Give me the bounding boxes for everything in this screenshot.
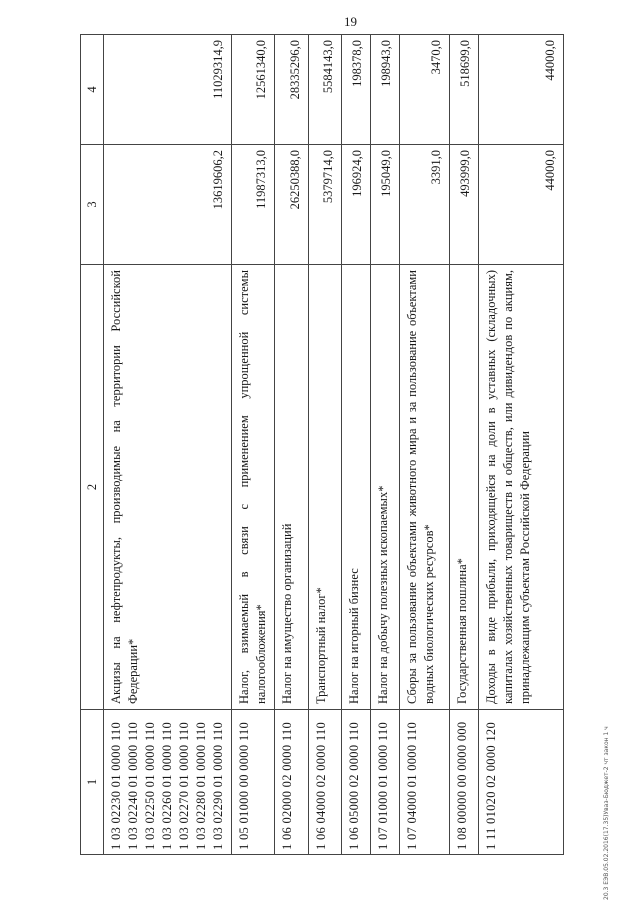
amount-col4-cell: 44000,0 bbox=[479, 35, 564, 145]
column-header: 3 bbox=[81, 145, 104, 265]
table-header-row bbox=[81, 35, 104, 855]
amount-col4-cell: 11029314,9 bbox=[104, 35, 232, 145]
table-row bbox=[232, 35, 275, 855]
amount-col3-cell: 195049,0 bbox=[371, 145, 400, 265]
budget-code-cell: 1 06 04000 02 0000 110 bbox=[309, 710, 342, 855]
table-row bbox=[479, 35, 564, 855]
budget-code-cell: 1 07 01000 01 0000 110 bbox=[371, 710, 400, 855]
amount-col3-cell: 493999,0 bbox=[450, 145, 479, 265]
budget-code-cell: 1 11 01020 02 0000 120 bbox=[479, 710, 564, 855]
revenue-name-cell: Налог на имущество организаций bbox=[275, 265, 309, 710]
amount-col4-cell: 518699,0 bbox=[450, 35, 479, 145]
amount-col3-cell: 44000,0 bbox=[479, 145, 564, 265]
amount-col4-cell: 28335296,0 bbox=[275, 35, 309, 145]
table-row bbox=[400, 35, 450, 855]
amount-col3-cell: 3391,0 bbox=[400, 145, 450, 265]
revenue-name-cell: Государственная пошлина* bbox=[450, 265, 479, 710]
column-header: 4 bbox=[81, 35, 104, 145]
table-row bbox=[450, 35, 479, 855]
amount-col4-cell: 198378,0 bbox=[342, 35, 371, 145]
revenue-name-cell: Сборы за пользование объектами животного мира и за пользование объектами водных биологических ресурсов* bbox=[400, 265, 450, 710]
revenue-name-cell: Налог на добычу полезных ископаемых* bbox=[371, 265, 400, 710]
budget-code-cell: 1 06 02000 02 0000 110 bbox=[275, 710, 309, 855]
amount-col3-cell: 13619606,2 bbox=[104, 145, 232, 265]
amount-col3-cell: 11987313,0 bbox=[232, 145, 275, 265]
print-footer-note: 20.3 ЕЭВ.05.02.2016(17.35)Уваз-Бюджет-2 чт закон 1 ч bbox=[603, 726, 610, 900]
column-header: 2 bbox=[81, 265, 104, 710]
amount-col3-cell: 26250388,0 bbox=[275, 145, 309, 265]
rotated-table-container bbox=[80, 35, 570, 855]
table-row bbox=[342, 35, 371, 855]
table-row bbox=[104, 35, 232, 855]
budget-revenue-table bbox=[80, 34, 564, 855]
table-row bbox=[309, 35, 342, 855]
revenue-name-cell: Акцизы на нефтепродукты, производимые на территории Российской Федерации* bbox=[104, 265, 232, 710]
amount-col4-cell: 12561340,0 bbox=[232, 35, 275, 145]
amount-col4-cell: 5584143,0 bbox=[309, 35, 342, 145]
budget-code-cell: 1 08 00000 00 0000 000 bbox=[450, 710, 479, 855]
column-header: 1 bbox=[81, 710, 104, 855]
table-row bbox=[275, 35, 309, 855]
page-number: 19 bbox=[344, 14, 357, 29]
amount-col3-cell: 196924,0 bbox=[342, 145, 371, 265]
table-row bbox=[371, 35, 400, 855]
amount-col3-cell: 5379714,0 bbox=[309, 145, 342, 265]
amount-col4-cell: 3470,0 bbox=[400, 35, 450, 145]
revenue-name-cell: Налог, взимаемый в связи с применением упрощенной системы налогообложения* bbox=[232, 265, 275, 710]
budget-code-cell: 1 03 02230 01 0000 110 1 03 02240 01 0000 110 1 03 02250 01 0000 110 1 03 02260 01 0000 110 1 03 02270 01 0000 110 1 03 02280 01 0000 110 1 03 02290 01 0000 110 bbox=[104, 710, 232, 855]
amount-col4-cell: 198943,0 bbox=[371, 35, 400, 145]
budget-code-cell: 1 07 04000 01 0000 110 bbox=[400, 710, 450, 855]
revenue-name-cell: Налог на игорный бизнес bbox=[342, 265, 371, 710]
budget-code-cell: 1 05 01000 00 0000 110 bbox=[232, 710, 275, 855]
revenue-name-cell: Транспортный налог* bbox=[309, 265, 342, 710]
revenue-name-cell: Доходы в виде прибыли, приходящейся на доли в уставных (складочных) капиталах хозяйственных товариществ и обществ, или дивидендов по акциям, принадлежащим субъектам Российской Федерации bbox=[479, 265, 564, 710]
budget-code-cell: 1 06 05000 02 0000 110 bbox=[342, 710, 371, 855]
